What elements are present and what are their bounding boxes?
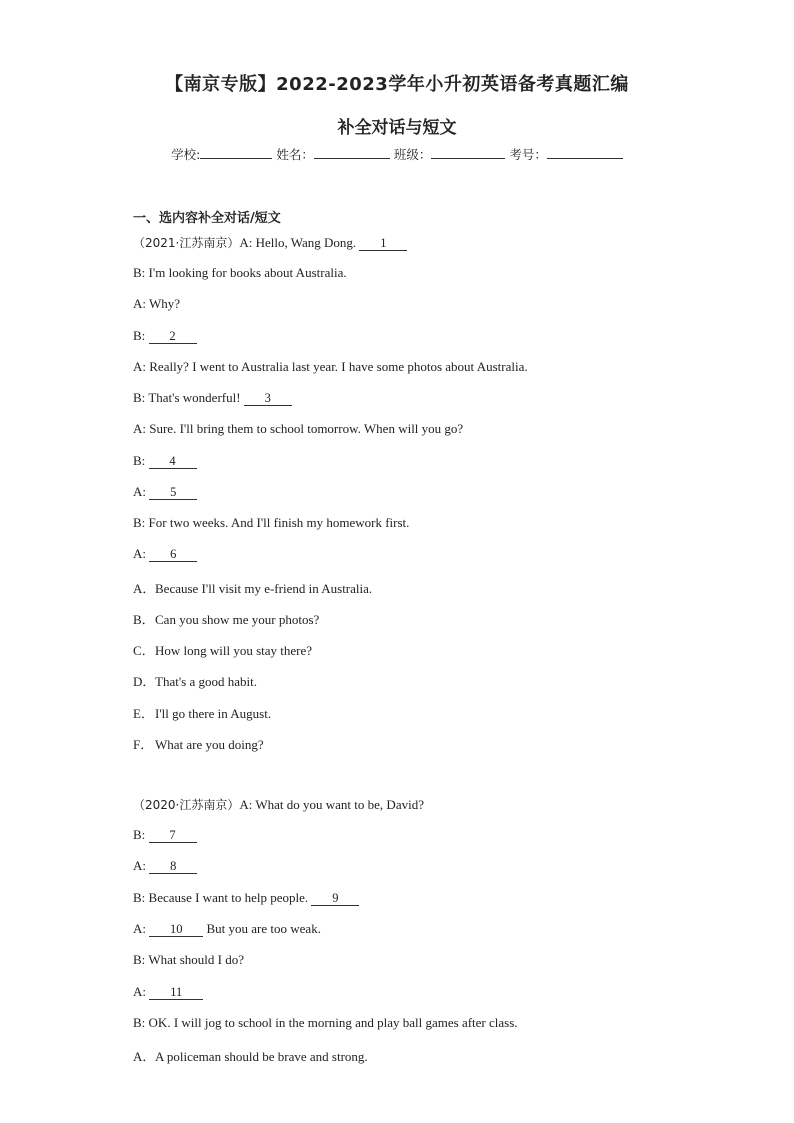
name-label: 姓名： xyxy=(276,147,314,162)
option-item[interactable] xyxy=(133,671,257,690)
source-tag: （2020·江苏南京） xyxy=(133,798,240,812)
option-text: That's a good habit. xyxy=(155,674,257,689)
line-text: What do you want to be, David? xyxy=(255,797,424,812)
option-item[interactable] xyxy=(133,609,319,628)
option-text: A policeman should be brave and strong. xyxy=(155,1049,368,1064)
dialog-line xyxy=(133,796,424,813)
speaker: A: xyxy=(133,359,146,374)
exam-number-label: 考号： xyxy=(509,147,547,162)
option-item[interactable] xyxy=(133,1046,368,1065)
dialog-line xyxy=(133,390,292,406)
speaker: A: xyxy=(133,296,146,311)
class-label: 班级： xyxy=(393,147,432,162)
line-text: But you are too weak. xyxy=(206,921,321,936)
dialog-line xyxy=(133,858,197,874)
option-item[interactable] xyxy=(133,703,271,722)
dialog-line xyxy=(133,952,244,968)
speaker: A: xyxy=(239,797,253,812)
option-letter: E． xyxy=(133,706,154,721)
line-text: Because I want to help people. xyxy=(148,890,309,905)
option-text: What are you doing? xyxy=(155,737,264,752)
option-letter: D． xyxy=(133,674,156,689)
document-title: 【南京专版】2022-2023学年小升初英语备考真题汇编 xyxy=(165,74,629,95)
name-blank[interactable] xyxy=(314,145,390,159)
answer-blank[interactable]: 10 xyxy=(149,922,203,937)
line-text: OK. I will jog to school in the morning and play ball games after class. xyxy=(148,1015,518,1030)
dialog-line xyxy=(133,296,180,312)
speaker: B: xyxy=(133,453,146,468)
line-text: Sure. I'll bring them to school tomorrow. When will you go? xyxy=(149,421,464,436)
speaker: B: xyxy=(133,1015,146,1030)
dialog-line xyxy=(133,359,528,375)
speaker: A: xyxy=(133,546,146,561)
option-letter: B． xyxy=(133,612,155,627)
speaker: A: xyxy=(239,235,253,250)
speaker: B: xyxy=(133,515,146,530)
answer-blank[interactable]: 11 xyxy=(149,985,203,1000)
option-text: Because I'll visit my e-friend in Australia. xyxy=(155,581,373,596)
answer-blank[interactable]: 1 xyxy=(359,236,407,251)
dialog-line xyxy=(133,921,321,937)
dialog-line xyxy=(133,421,463,437)
dialog-line xyxy=(133,1015,518,1031)
dialog-line xyxy=(133,890,359,906)
line-text: I'm looking for books about Australia. xyxy=(148,265,347,280)
dialog-line xyxy=(133,234,407,251)
option-letter: A． xyxy=(133,1049,156,1064)
answer-blank[interactable]: 6 xyxy=(149,547,197,562)
speaker: B: xyxy=(133,827,146,842)
line-text: Hello, Wang Dong. xyxy=(255,235,357,250)
answer-blank[interactable]: 7 xyxy=(149,828,197,843)
dialog-line xyxy=(133,265,347,281)
dialog-line xyxy=(133,827,197,843)
option-text: Can you show me your photos? xyxy=(155,612,320,627)
exam-number-blank[interactable] xyxy=(547,145,623,159)
student-info-row xyxy=(0,145,794,163)
answer-blank[interactable]: 3 xyxy=(244,391,292,406)
speaker: A: xyxy=(133,421,146,436)
speaker: A: xyxy=(133,984,146,999)
option-text: I'll go there in August. xyxy=(155,706,272,721)
answer-blank[interactable]: 5 xyxy=(149,485,197,500)
line-text: That's wonderful! xyxy=(148,390,241,405)
speaker: A: xyxy=(133,921,146,936)
line-text: Why? xyxy=(149,296,181,311)
option-item[interactable] xyxy=(133,734,264,753)
dialog-line xyxy=(133,484,197,500)
answer-blank[interactable]: 2 xyxy=(149,329,197,344)
line-text: What should I do? xyxy=(148,952,244,967)
speaker: B: xyxy=(133,265,146,280)
speaker: A: xyxy=(133,858,146,873)
line-text: Really? I went to Australia last year. I have some photos about Australia. xyxy=(149,359,528,374)
speaker: B: xyxy=(133,952,146,967)
document-subtitle: 补全对话与短文 xyxy=(337,118,457,138)
option-letter: F． xyxy=(133,737,154,752)
dialog-line xyxy=(133,515,409,531)
answer-blank[interactable]: 4 xyxy=(149,454,197,469)
option-letter: C． xyxy=(133,643,155,658)
class-blank[interactable] xyxy=(431,145,505,159)
dialog-line xyxy=(133,984,203,1000)
speaker: B: xyxy=(133,328,146,343)
school-label: 学校: xyxy=(171,147,201,162)
source-tag: （2021·江苏南京） xyxy=(133,236,240,250)
dialog-line xyxy=(133,328,197,344)
speaker: B: xyxy=(133,390,146,405)
speaker: A: xyxy=(133,484,146,499)
speaker: B: xyxy=(133,890,146,905)
dialog-line xyxy=(133,546,197,562)
answer-blank[interactable]: 8 xyxy=(149,859,197,874)
answer-blank[interactable]: 9 xyxy=(311,891,359,906)
option-letter: A． xyxy=(133,581,156,596)
option-text: How long will you stay there? xyxy=(155,643,313,658)
section-heading: 一、选内容补全对话/短文 xyxy=(133,211,281,226)
option-item[interactable] xyxy=(133,578,372,597)
dialog-line xyxy=(133,453,197,469)
school-blank[interactable] xyxy=(200,145,272,159)
option-item[interactable] xyxy=(133,640,312,659)
line-text: For two weeks. And I'll finish my homework first. xyxy=(148,515,410,530)
